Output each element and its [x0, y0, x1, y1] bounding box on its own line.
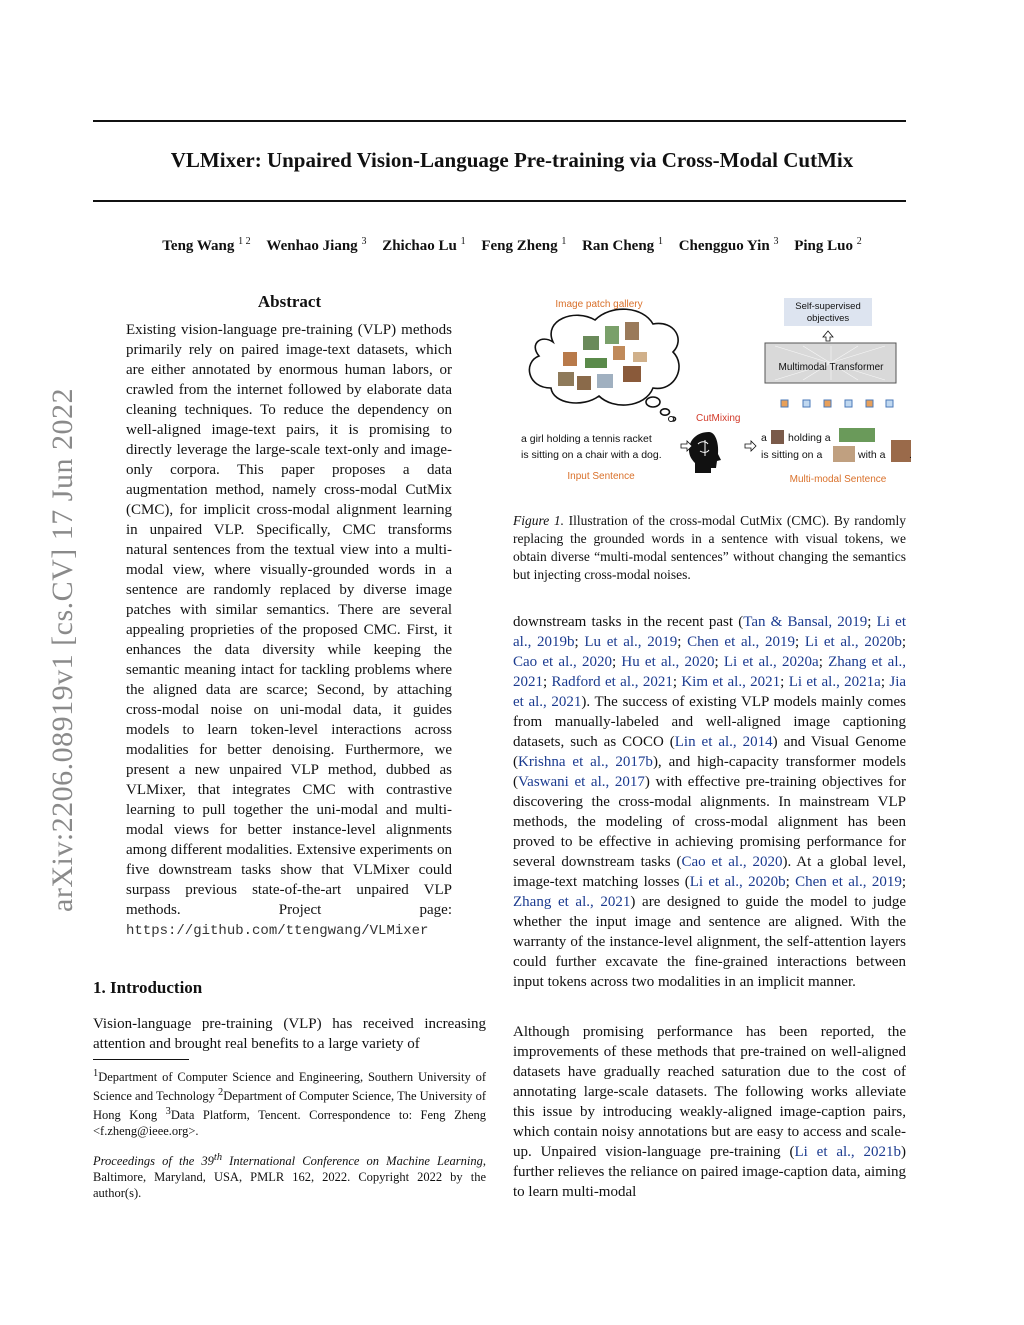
citation[interactable]: Lu et al., 2019 — [584, 634, 678, 650]
image-patch — [605, 326, 619, 344]
image-patch — [613, 346, 625, 360]
image-patch — [625, 322, 639, 340]
title-rule — [93, 200, 906, 202]
image-patch — [558, 372, 574, 386]
image-patch — [577, 376, 591, 390]
mm-word-dot: . — [909, 449, 912, 461]
image-token — [771, 430, 784, 444]
figure-cmc-illustration — [513, 292, 912, 492]
token-row — [781, 400, 893, 407]
author: Feng Zheng $^1$ — [481, 236, 567, 254]
footnote-rule — [93, 1059, 189, 1060]
right-column-paragraph-1: downstream tasks in the recent past (Tan & Bansal, 2019; Li et al., 2019b; Lu et al., 2019; Chen et al., 2019; Li et al., 2020b; Cao et al., 2020; Hu et al., 2020; Li et al., 2020a; Zhang et al., 2021; Radford et al., 2021; Kim et al., 2021; Li et al., 2021a; Jia et al., 2021). The success of existing VLP models mainly comes from manually-labeled and well-aligned image captioning datasets, such as COCO (Lin et al., 2014) and Visual Genome (Krishna et al., 2017b), and high-capacity transformer models (Vaswani et al., 2017) with effective pre-training objectives for discovering the cross-modal alignments. In mainstream VLP methods, the modeling of cross-modal alignment has been proved to be effective in achieving promising performance for several downstream tasks (Cao et al., 2020). At a global level, image-text matching losses (Li et al., 2020b; Chen et al., 2019; Zhang et al., 2021) are designed to guide the model to judge whether the input image and sentence are aligned. With the warranty of the instance-level alignment, the self-attention layers could further excavate the fine-grained interactions between input tokens across two modalities in an implicit manner. — [513, 614, 907, 990]
citation[interactable]: Chen et al., 2019 — [687, 634, 795, 650]
project-link[interactable]: https://github.com/ttengwang/VLMixer — [126, 923, 429, 939]
author: Zhichao Lu $^1$ — [382, 236, 466, 254]
cutmixing-label: CutMixing — [696, 413, 741, 424]
image-patch — [597, 374, 613, 388]
up-arrow-icon — [823, 331, 833, 341]
citation[interactable]: Cao et al., 2020 — [513, 654, 612, 670]
citation[interactable]: Li et al., 2021b — [794, 1144, 902, 1160]
mm-word-holding: holding a — [788, 432, 831, 444]
citation[interactable]: Hu et al., 2020 — [621, 654, 715, 670]
image-token — [839, 428, 875, 442]
input-sentence-label: Input Sentence — [567, 471, 635, 482]
image-patch — [563, 352, 577, 366]
citation[interactable]: Li et al., 2021a — [788, 674, 881, 690]
input-sentence-line2: is sitting on a chair with a dog. — [521, 449, 662, 461]
citation[interactable]: Vaswani et al., 2017 — [518, 774, 645, 790]
ssl-label: Self-supervised objectives — [795, 301, 861, 324]
citation[interactable]: Zhang et al., 2021 — [513, 894, 631, 910]
image-patch — [623, 366, 641, 382]
figure-caption: Figure 1. Illustration of the cross-modal CutMix (CMC). By randomly replacing the grounded words in a sentence with visual tokens, we obtain diverse “multi-modal sentences” without changing the semantics but injecting cross-modal noises. — [513, 513, 906, 582]
mm-word-a: a — [761, 432, 767, 444]
citation[interactable]: Radford et al., 2021 — [551, 674, 673, 690]
arrow-right-icon — [745, 441, 756, 451]
author: Ping Luo $^2$ — [794, 236, 862, 254]
introduction-text: Vision-language pre-training (VLP) has received increasing attention and brought real benefits to a large variety of — [93, 1016, 486, 1052]
citation[interactable]: Zhang et al., 2021 — [513, 654, 906, 690]
abstract-heading: Abstract — [257, 292, 322, 311]
citation[interactable]: Cao et al., 2020 — [681, 854, 783, 870]
citation[interactable]: Li et al., 2020a — [723, 654, 819, 670]
citation[interactable]: Li et al., 2020b — [689, 874, 786, 890]
mm-sentence-label: Multi-modal Sentence — [789, 474, 887, 485]
author: Chengguo Yin $^3$ — [678, 236, 779, 254]
image-token — [833, 446, 855, 462]
mm-word-with: with a — [858, 449, 886, 461]
citation[interactable]: Li et al., 2019b — [513, 614, 906, 650]
abstract-text: Existing vision-language pre-training (VLP) methods primarily rely on paired image-text datasets, which are either annotated by enormous human labors, or crawled from the internet followed by elaborate data cleaning techniques. To reduce the dependency on well-aligned image-text pairs, it is promising to directly leverage the large-scale text-only and image-only corpora. This paper proposes a data augmentation method, namely cross-modal CutMix (CMC), for implicit cross-modal alignment learning in unpaired VLP. Specifically, CMC transforms natural sentences from the textual view into a multi-modal view, where visually-grounded words in a sentence are randomly replaced by diverse image patches with similar semantics. There are several appealing proprieties of the proposed CMC. First, it enhances the data diversity while keeping the semantic meaning intact for tackling problems where the aligned data are scarce; Second, by attaching cross-modal noise on uni-modal data, it guides models to learn token-level interactions across modalities for better denoising. Furthermore, we present a new unpaired VLP method, dubbed as VLMixer, that integrates CMC with contrastive learning to pull together the uni-modal and multi-modal views for better instance-level alignments among different modalities. Extensive experiments on five downstream tasks show that VLMixer could surpass previous state-of-the-art unpaired VLP methods. Project page: https://github.com/ttengwang/VLMixer — [126, 322, 452, 939]
mm-word-sitting: is sitting on a — [761, 449, 823, 461]
image-patch — [633, 352, 647, 362]
citation[interactable]: Lin et al., 2014 — [674, 734, 773, 750]
introduction-heading: 1. Introduction — [93, 978, 203, 997]
citation[interactable]: Krishna et al., 2017b — [518, 754, 653, 770]
top-rule — [93, 120, 906, 122]
transformer-label: Multimodal Transformer — [778, 362, 884, 373]
citation[interactable]: Chen et al., 2019 — [795, 874, 902, 890]
citation[interactable]: Jia et al., 2021 — [513, 674, 907, 710]
author: Ran Cheng $^1$ — [582, 236, 663, 254]
right-column-paragraph-2: Although promising performance has been reported, the improvements of these methods that pre-trained on well-aligned datasets have gradually reached saturation due to the cost of annotating large-scale datasets. The following works alleviate this issue by introducing weakly-aligned image-caption pairs, which contain noisy annotations but are easy to access and scale-up. Unpaired vision-language pre-training (Li et al., 2021b) further relieves the reliance on paired image-caption data, aiming to learn multi-modal — [513, 1024, 907, 1200]
image-token — [891, 440, 911, 462]
citation[interactable]: Tan & Bansal, 2019 — [743, 614, 868, 630]
citation[interactable]: Li et al., 2020b — [804, 634, 902, 650]
paper-title: VLMixer: Unpaired Vision-Language Pre-training via Cross-Modal CutMix — [170, 148, 854, 172]
input-sentence-line1: a girl holding a tennis racket — [521, 433, 652, 445]
brain-head-icon — [689, 432, 721, 473]
arxiv-watermark: arXiv:2206.08919v1 [cs.CV] 17 Jun 2022 — [46, 388, 79, 912]
author: Wenhao Jiang $^3$ — [266, 236, 367, 254]
affiliation-footnote: $^1$Department of Computer Science and Engineering, Southern University of Science and Technology $^2$Department of Computer Science, The University of Hong Kong $^3$Data Platform, Tencent. Correspondence to: Feng Zheng <f.zheng@ieee.org>. — [93, 1068, 487, 1139]
citation[interactable]: Kim et al., 2021 — [681, 674, 781, 690]
gallery-label: Image patch gallery — [555, 299, 643, 310]
image-patch — [585, 358, 607, 368]
proceedings-note: Proceedings of the 39th International Conference on Machine Learning, Baltimore, Maryland, USA, PMLR 162, 2022. Copyright 2022 by the author(s). — [93, 1152, 487, 1201]
author: Teng Wang $^{1 2}$ — [162, 236, 251, 254]
image-patch — [583, 336, 599, 350]
author-list — [60, 236, 964, 255]
